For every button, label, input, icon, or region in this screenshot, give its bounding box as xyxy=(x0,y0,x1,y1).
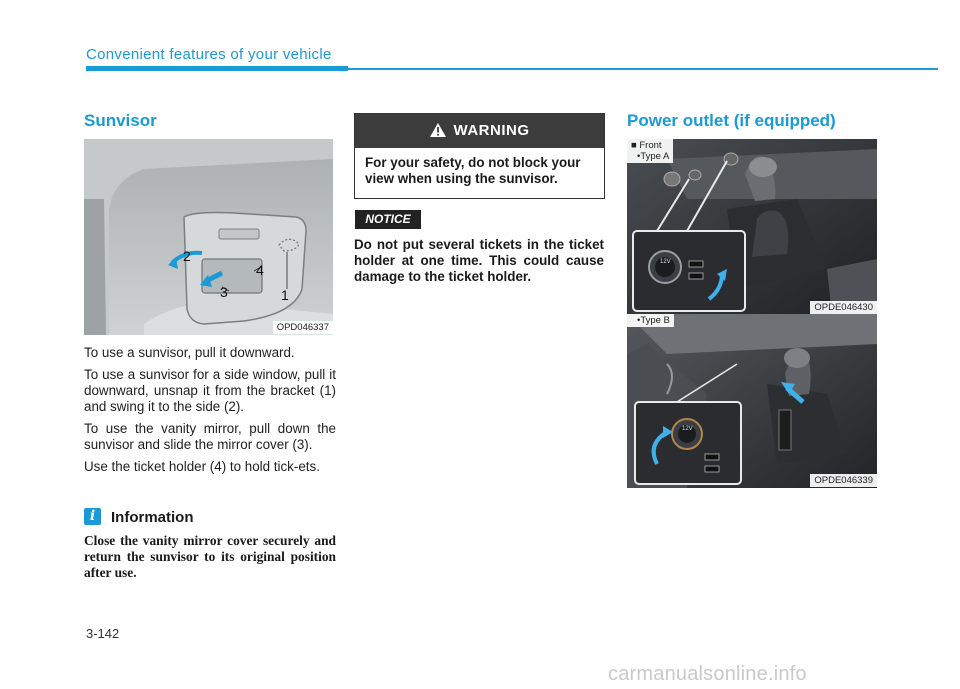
running-header: Convenient features of your vehicle xyxy=(86,46,332,63)
type-a-drawing xyxy=(627,139,877,315)
type-a-label: •Type A xyxy=(637,151,670,162)
front-legend: ■ Front xyxy=(631,140,662,151)
sunvisor-title: Sunvisor xyxy=(84,111,157,130)
power-outlet-title: Power outlet (if equipped) xyxy=(627,111,836,130)
warning-triangle-icon xyxy=(430,123,446,137)
type-a-figure-code: OPDE046430 xyxy=(810,301,877,314)
callout-2: 2 xyxy=(183,248,191,264)
type-b-label: •Type B xyxy=(627,314,674,327)
header-rule-thick xyxy=(86,66,348,71)
info-icon: i xyxy=(84,508,101,525)
notice-badge: NOTICE xyxy=(355,210,421,229)
power-outlet-type-b-photo xyxy=(627,314,877,488)
type-b-figure-code: OPDE046339 xyxy=(810,474,877,487)
front-label xyxy=(627,139,673,163)
callout-4: 4 xyxy=(256,262,264,278)
notice-body: Do not put several tickets in the ticket holder at one time. This could cause damage to the ticket holder. xyxy=(354,237,604,284)
sunvisor-paragraph-3: To use the vanity mirror, pull down the sunvisor and slide the mirror cover (3). xyxy=(84,421,336,452)
warning-header xyxy=(355,114,604,148)
sunvisor-drawing xyxy=(84,139,333,335)
warning-body: For your safety, do not block your view when using the sunvisor. xyxy=(365,155,581,186)
header-rule-thin xyxy=(348,68,938,70)
information-title: Information xyxy=(111,509,194,526)
sunvisor-paragraph-4: Use the ticket holder (4) to hold tick-ets. xyxy=(84,459,320,474)
page-number: 3-142 xyxy=(86,626,120,641)
watermark: carmanualsonline.info xyxy=(608,663,807,685)
socket-b-12v-label: 12V xyxy=(682,426,693,432)
sunvisor-illustration xyxy=(84,139,333,335)
power-outlet-type-a-photo xyxy=(627,139,877,315)
sunvisor-figure-code: OPD046337 xyxy=(273,321,333,334)
sunvisor-paragraph-1: To use a sunvisor, pull it downward. xyxy=(84,345,295,360)
socket-12v-label: 12V xyxy=(660,259,671,265)
sunvisor-paragraph-2: To use a sunvisor for a side window, pull it downward, unsnap it from the bracket (1) and swing it to the side (2). xyxy=(84,367,336,414)
callout-1: 1 xyxy=(281,287,289,303)
type-b-drawing xyxy=(627,314,877,488)
warning-title: WARNING xyxy=(453,122,530,139)
information-body: Close the vanity mirror cover securely and return the sunvisor to its original position after use. xyxy=(84,533,336,580)
warning-box xyxy=(354,113,605,199)
callout-3: 3 xyxy=(220,284,228,300)
